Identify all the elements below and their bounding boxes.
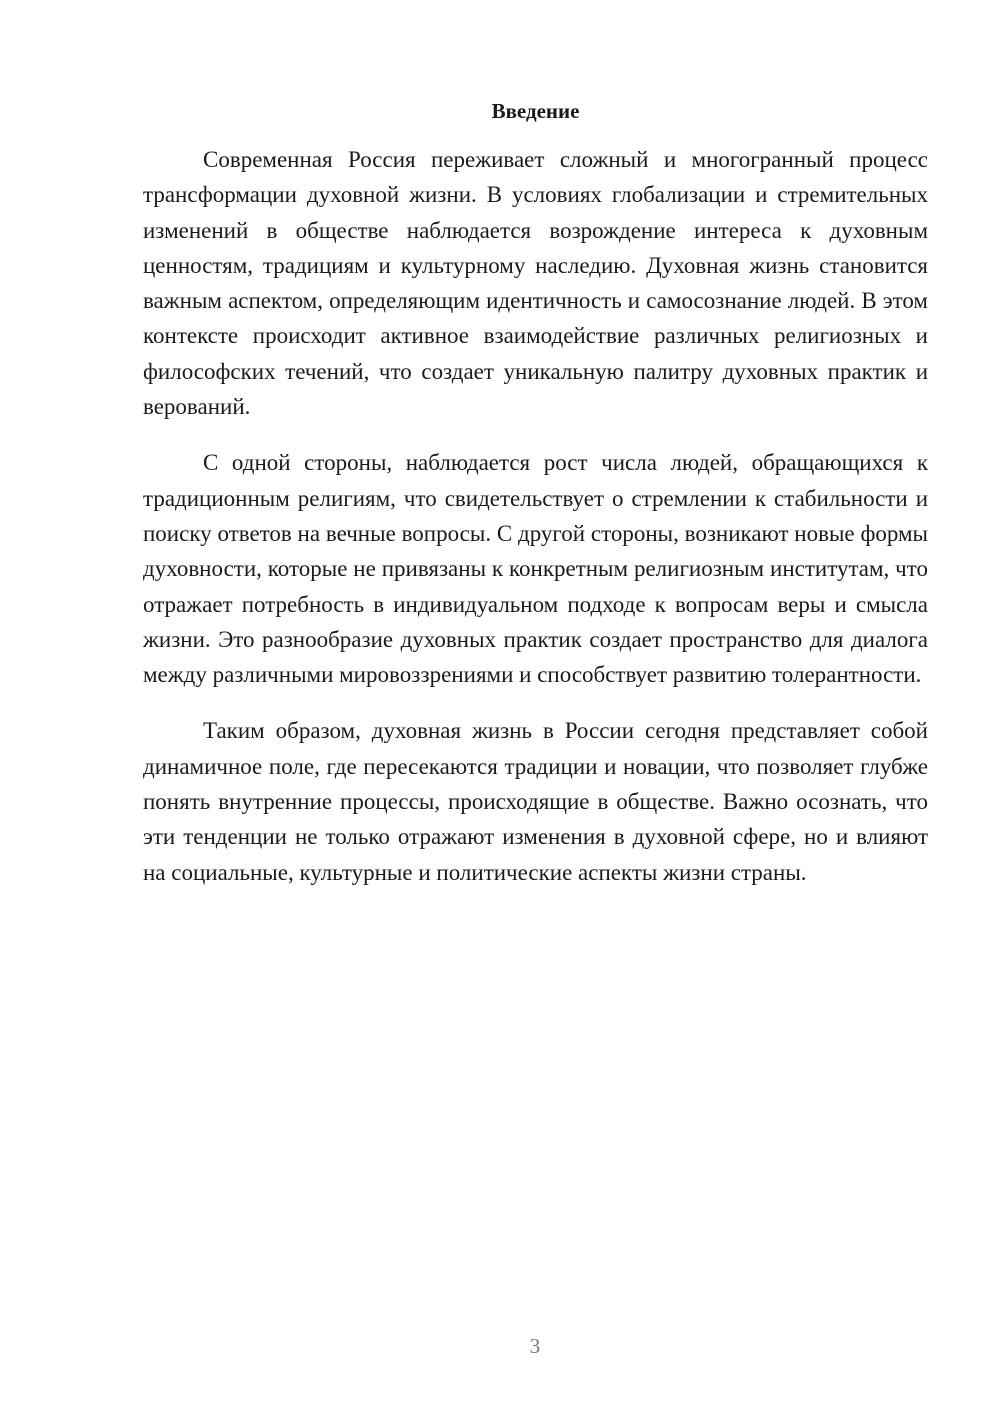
paragraph-1: Современная Россия переживает сложный и многогранный процесс трансформации духовной жизни. В условиях глобализации и стремительных изменений в обществе наблюдается возрождение интереса к духовным ценностям, традициям и культурному наследию. Духовная жизнь становится важным аспектом, определяющим идентичность и самосознание людей. В этом контексте происходит активное взаимодействие различных религиозных и философских течений, что создает уникальную палитру духовных практик и верований. bbox=[143, 147, 928, 420]
paragraph-3: Таким образом, духовная жизнь в России сегодня представляет собой динамичное поле, где пересекаются традиции и новации, что позволяет глубже понять внутренние процессы, происходящие в обществе. Важно осознать, что эти тенденции не только отражают изменения в духовной сфере, но и влияют на социальные, культурные и политические аспекты жизни страны. bbox=[143, 718, 928, 885]
page-number: 3 bbox=[529, 1334, 541, 1358]
page-title: Введение bbox=[491, 99, 580, 123]
document-body bbox=[143, 142, 928, 911]
paragraph-2: С одной стороны, наблюдается рост числа людей, обращающихся к традиционным религиям, что свидетельствует о стремлении к стабильности и поиску ответов на вечные вопросы. С другой стороны, возникают новые формы духовности, которые не привязаны к конкретным религиозным институтам, что отражает потребность в индивидуальном подходе к вопросам веры и смысла жизни. Это разнообразие духовных практик создает пространство для диалога между различными мировоззрениями и способствует развитию толерантности. bbox=[143, 450, 928, 688]
